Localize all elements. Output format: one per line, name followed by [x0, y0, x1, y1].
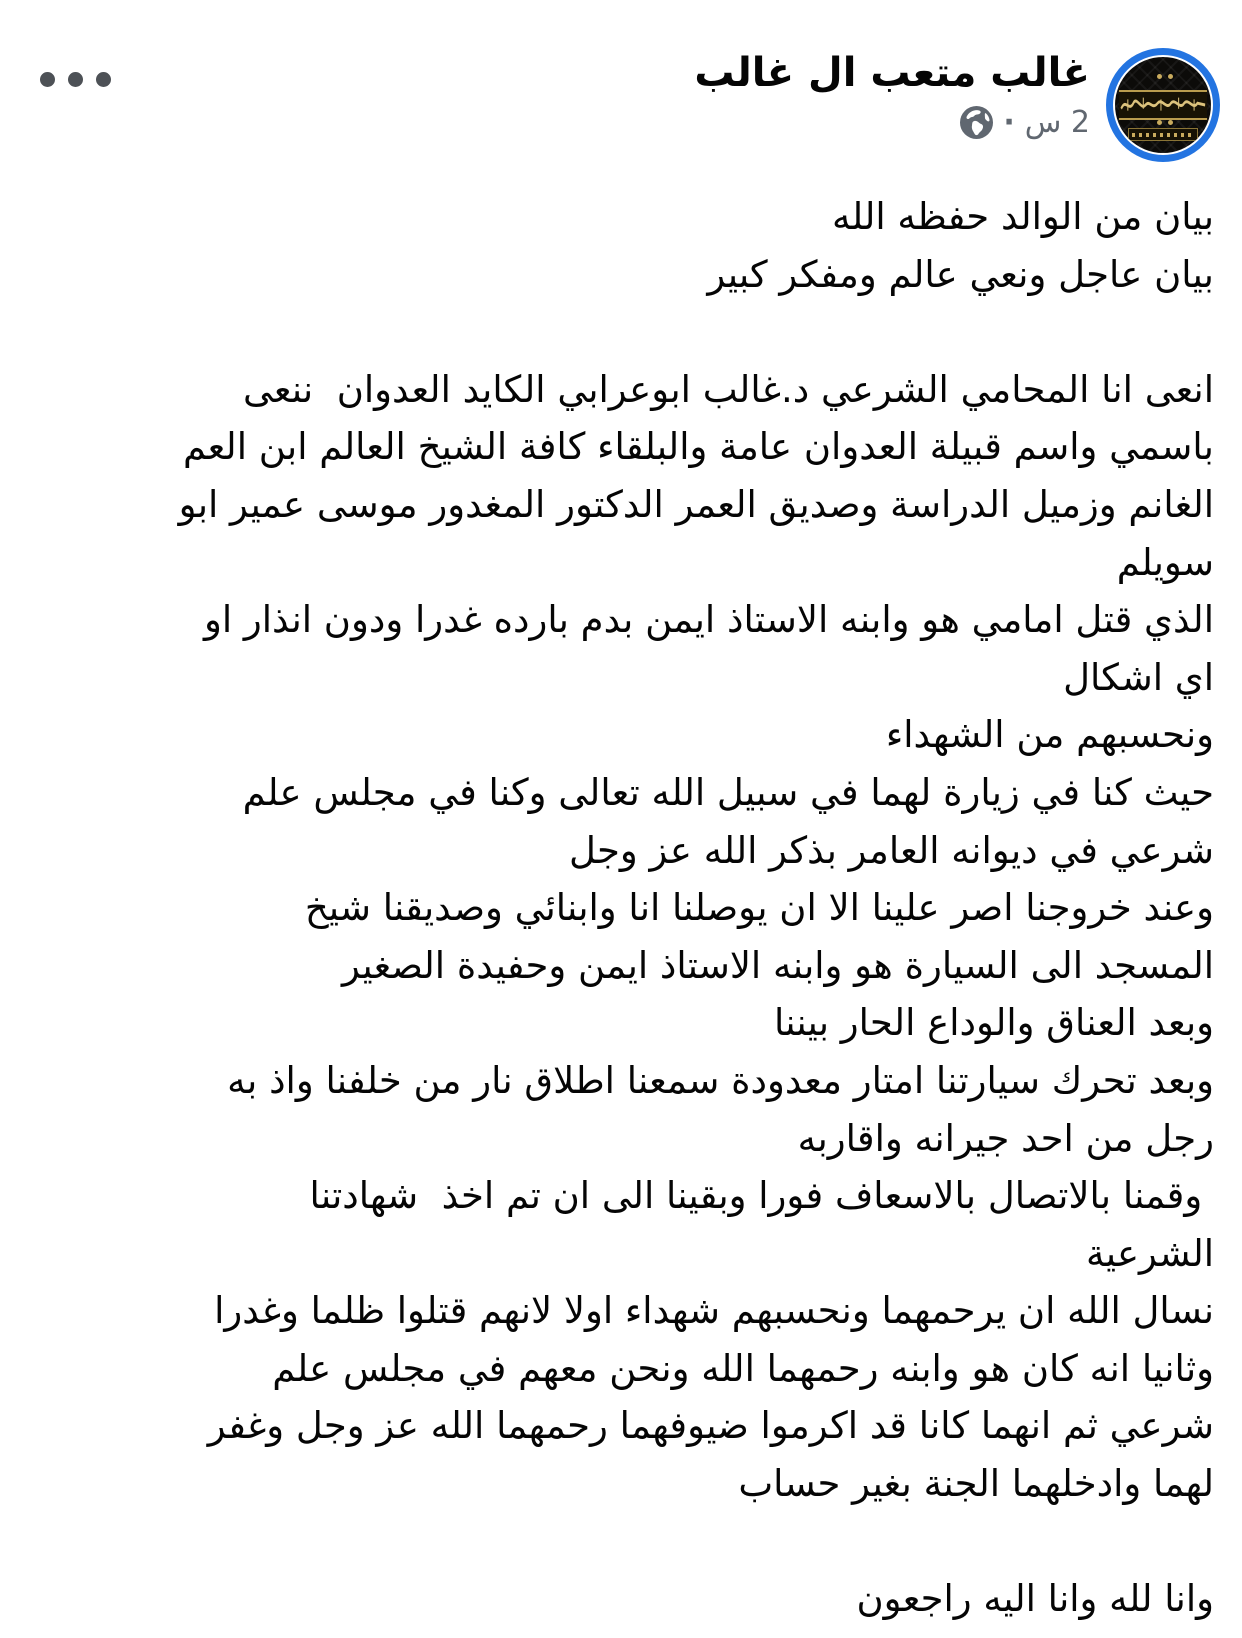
post-text-line: وبعد تحرك سيارتنا امتار معدودة سمعنا اطلاق نار من خلفنا واذ به — [227, 1058, 1214, 1102]
post-body — [26, 188, 1214, 1628]
avatar-ornament-dots — [1157, 120, 1173, 125]
horizontal-ellipsis-icon — [68, 72, 83, 87]
post-text-line: رجل من احد جيرانه واقاربه — [797, 1116, 1214, 1160]
post-text-line: اي اشكال — [1063, 655, 1214, 699]
post-text-line: بيان عاجل ونعي عالم ومفكر كبير — [707, 252, 1214, 296]
post-text-line — [26, 1513, 1214, 1571]
post-text-line: لهما وادخلهما الجنة بغير حساب — [738, 1462, 1214, 1506]
post-text-line: انعى انا المحامي الشرعي د.غالب ابوعرابي الكايد العدوان ننعى — [243, 367, 1214, 411]
avatar-image — [1115, 57, 1211, 153]
avatar-text-band — [1128, 128, 1197, 141]
post-text-line: المسجد الى السيارة هو وابنه الاستاذ ايمن وحفيدة الصغير — [342, 943, 1214, 987]
post-text-line: بيان من الوالد حفظه الله — [832, 195, 1214, 238]
avatar-ornament-dots — [1157, 74, 1173, 79]
horizontal-ellipsis-icon — [40, 72, 55, 87]
globe-icon — [960, 106, 993, 139]
post-text-line: وبعد العناق والوداع الحار بيننا — [773, 1001, 1214, 1045]
post-text-line: وانا لله وانا اليه راجعون — [856, 1577, 1214, 1621]
post-text-line: الغانم وزميل الدراسة وصديق العمر الدكتور المغدور موسى عمير ابو — [178, 482, 1214, 526]
avatar-calligraphy-band — [1119, 90, 1207, 120]
post-text-line: شرعي في ديوانه العامر بذكر الله عز وجل — [568, 828, 1214, 872]
post-text-line: ونحسبهم من الشهداء — [885, 713, 1214, 757]
post-header — [694, 48, 1220, 162]
post-text-line: الشرعية — [1085, 1231, 1214, 1275]
post-text-line: شرعي ثم انهما كانا قد اكرموا ضيوفهما رحمهما الله عز وجل وغفر — [207, 1404, 1214, 1448]
post-text-line: سويلم — [1116, 540, 1214, 584]
calligraphy-strokes — [1119, 92, 1207, 118]
author-name[interactable]: غالب متعب ال غالب — [694, 50, 1090, 96]
post-text-line: وثانيا انه كان هو وابنه رحمهما الله ونحن معهم في مجلس علم — [272, 1346, 1214, 1390]
header-text — [694, 50, 1090, 139]
post-timestamp[interactable]: 2 س — [1024, 104, 1090, 140]
post-text-line: نسال الله ان يرحمهما ونحسبهم شهداء اولا لانهم قتلوا ظلما وغدرا — [214, 1289, 1214, 1333]
post-meta — [694, 106, 1090, 139]
post-text-line: حيث كنا في زيارة لهما في سبيل الله تعالى وكنا في مجلس علم — [242, 770, 1214, 814]
more-options-button[interactable] — [40, 72, 111, 87]
post-text-line: باسمي واسم قبيلة العدوان عامة والبلقاء كافة الشيخ العالم ابن العم — [182, 425, 1214, 469]
post-text-line: وقمنا بالاتصال بالاسعاف فورا وبقينا الى ان تم اخذ شهادتنا — [309, 1174, 1214, 1218]
profile-avatar[interactable] — [1106, 48, 1220, 162]
post-text-line: وعند خروجنا اصر علينا الا ان يوصلنا انا وابنائي وصديقنا شيخ — [304, 886, 1214, 930]
meta-separator: · — [1003, 104, 1015, 140]
post-text-line: الذي قتل امامي هو وابنه الاستاذ ايمن بدم بارده غدرا ودون انذار او — [203, 598, 1214, 642]
horizontal-ellipsis-icon — [96, 72, 111, 87]
post-text-line — [26, 303, 1214, 361]
